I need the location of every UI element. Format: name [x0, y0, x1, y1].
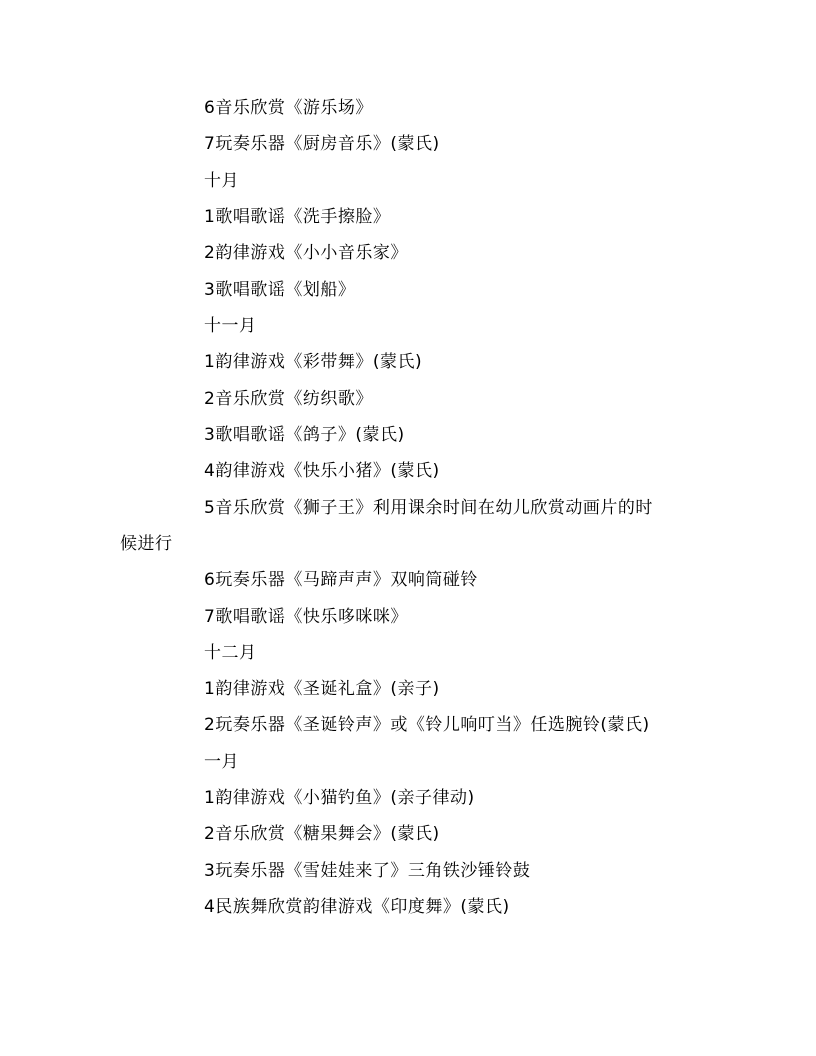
text-line-activity: 1歌唱歌谣《洗手擦脸》	[204, 207, 391, 227]
month-heading: 十月	[204, 171, 239, 191]
text-line-activity: 7玩奏乐器《厨房音乐》(蒙氏)	[204, 134, 440, 154]
text-line-activity: 1韵律游戏《彩带舞》(蒙氏)	[204, 352, 423, 372]
text-line-activity: 1韵律游戏《圣诞礼盒》(亲子)	[204, 679, 440, 699]
text-line-activity: 2韵律游戏《小小音乐家》	[204, 243, 408, 263]
text-line-activity: 2玩奏乐器《圣诞铃声》或《铃儿响叮当》任选腕铃(蒙氏)	[204, 715, 650, 735]
month-heading: 十一月	[204, 316, 257, 336]
text-line-activity: 4韵律游戏《快乐小猪》(蒙氏)	[204, 461, 440, 481]
text-line-activity: 3玩奏乐器《雪娃娃来了》三角铁沙锤铃鼓	[204, 861, 531, 881]
text-line-continuation: 候进行	[120, 534, 173, 554]
month-heading: 十二月	[204, 643, 257, 663]
text-line-activity: 6音乐欣赏《游乐场》	[204, 98, 373, 118]
text-line-activity: 2音乐欣赏《糖果舞会》(蒙氏)	[204, 824, 440, 844]
text-line-activity: 1韵律游戏《小猫钓鱼》(亲子律动)	[204, 788, 475, 808]
text-line-activity: 3歌唱歌谣《鸽子》(蒙氏)	[204, 425, 405, 445]
text-line-activity: 5音乐欣赏《狮子王》利用课余时间在幼儿欣赏动画片的时	[204, 498, 653, 518]
text-line-activity: 7歌唱歌谣《快乐哆咪咪》	[204, 607, 408, 627]
text-line-activity: 6玩奏乐器《马蹄声声》双响筒碰铃	[204, 570, 478, 590]
text-line-activity: 2音乐欣赏《纺织歌》	[204, 389, 373, 409]
text-line-activity: 3歌唱歌谣《划船》	[204, 280, 356, 300]
text-line-activity: 4民族舞欣赏韵律游戏《印度舞》(蒙氏)	[204, 897, 510, 917]
month-heading: 一月	[204, 752, 239, 772]
